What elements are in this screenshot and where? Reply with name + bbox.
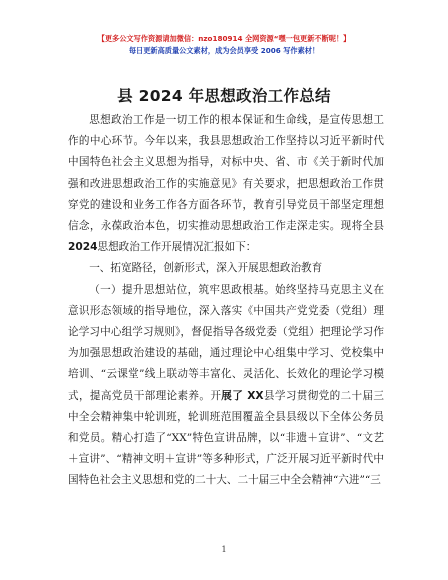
page-number: 1	[221, 545, 227, 554]
intro-tail: 思想政治工作开展情况汇报如下：	[97, 241, 257, 254]
section-text: （一）提升思想站位，筑牢思政根基。始终坚持马克思主义在意识形态领域的指导地位，深入落实《中国共产党党委（党组）理论学习中心组学习规则》，督促指导各级党委（党组）把理论学习作为加强思想政治建设的基础，通过理论中心组集中学习、党校集中培训、“云课堂”线上联动等丰富化、灵活化、长效化的理论学习模式，提高党员干部理论素养。开	[68, 283, 384, 402]
section-paragraph	[68, 280, 384, 492]
promo-banner	[0, 33, 448, 56]
promo-line-1: 【更多公文写作资源请加微信：nzo180914 全网资源“嘿一包更新不断呢！】	[97, 34, 351, 43]
intro-text: 思想政治工作是一切工作的根本保证和生命线，是宣传思想工作的中心环节。今年以来，我县思想政治工作坚持以习近平新时代中国特色社会主义思想为指导，对标中央、省、市《关于新时代加强和改进思想政治工作的实施意见》有关要求，把思想政治工作贯穿党的建设和业务工作各方面各环节，教育引导党员干部坚定理想信念，永葆政治本色，切实推动思想政治工作走深走实。现将全县	[68, 114, 384, 233]
section-bold-text: 展了 XX	[221, 389, 264, 402]
document-body	[68, 110, 384, 492]
section-heading: 一、拓宽路径，创新形式，深入开展思想政治教育	[89, 262, 323, 275]
promo-line-2: 每日更新高质量公文素材，成为会员享受 2006 写作素材！	[128, 46, 320, 55]
document-title: 县 2024 年思想政治工作总结	[117, 87, 331, 105]
intro-paragraph	[68, 110, 384, 258]
intro-year: 2024	[68, 241, 98, 254]
section-tail: 县学习贯彻党的二十届三中全会精神集中轮训班，轮训班范围覆盖全县县级以下全体公务员和党员。精心打造了“XX”特色宣讲品牌，以“非遗＋宣讲”、“文艺＋宣讲”、“精神文明＋宣讲”等多种形式，广泛开展习近平新时代中国特色社会主义思想和党的二十大、二十届三中全会精神“六进”“三	[68, 389, 384, 487]
